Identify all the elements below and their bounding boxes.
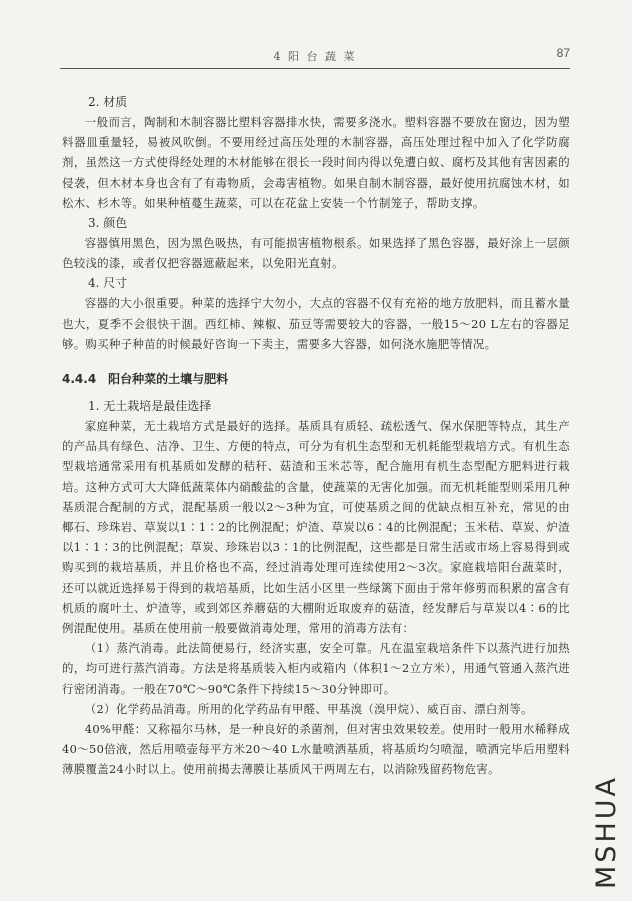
subsection-size (62, 273, 570, 354)
subsection-heading: 4. 尺寸 (88, 276, 128, 291)
page-body (62, 92, 570, 780)
watermark: MSHUA (591, 775, 622, 889)
section-title: 4.4.4 阳台种菜的土壤与肥料 (62, 372, 229, 387)
subsection-heading: 1. 无土栽培是最佳选择 (88, 399, 212, 414)
subsection-soilless (62, 396, 570, 780)
chapter-title: 4 阳 台 蔬 菜 (273, 50, 357, 63)
paragraph: （2）化学药品消毒。所用的化学药品有甲醛、甲基溴（溴甲烷）、威百亩、漂白剂等。 (84, 701, 533, 716)
subsection-heading: 3. 颜色 (88, 216, 128, 231)
paragraph: 一般而言，陶制和木制容器比塑料容器排水快，需要多浇水。塑料容器不要放在窗边，因为塑料器皿重量轻，易被风吹倒。不要用经过高压处理的木制容器，高压处理过程中加入了化学防腐剂，虽然这一方式使得经处理的木材能够在很长一段时间内得以免遭白蚁、腐朽及其他有害因素的侵袭，但木材本身也含有了有毒物质，会毒害植物。如果自制木制容器，最好使用抗腐蚀木材，如松木、杉木等。如果种植蔓生蔬菜，可以在花盆上安装一个竹制笼子，帮助支撑。 (62, 115, 570, 210)
subsection-heading: 2. 材质 (88, 95, 128, 109)
subsection-material (62, 92, 570, 213)
paragraph: 40%甲醛：又称福尔马林，是一种良好的杀菌剂，但对害虫效果较差。使用时一般用水稀释成40～50倍液，然后用喷壶每平方米20～40 L水量喷洒基质，将基质均匀喷湿，喷洒完毕后用塑料薄膜覆盖24小时以上。使用前揭去薄膜让基质风干两周左右，以消除残留药物危害。 (62, 722, 570, 777)
paragraph: 容器慎用黑色，因为黑色吸热，有可能损害植物根系。如果选择了黑色容器，最好涂上一层颜色较浅的漆，或者仅把容器遮蔽起来，以免阳光直射。 (62, 236, 570, 271)
page-number: 87 (556, 46, 570, 60)
paragraph: （1）蒸汽消毒。此法简便易行，经济实惠，安全可靠。凡在温室栽培条件下以蒸汽进行加热的，均可进行蒸汽消毒。方法是将基质装入柜内或箱内（体积1～2立方米），用通气管通入蒸汽进行密闭消毒。一般在70℃～90℃条件下持续15～30分钟即可。 (62, 641, 570, 696)
paragraph: 容器的大小很重要。种菜的选择宁大勿小，大点的容器不仅有充裕的地方放肥料，而且蓄水量也大，夏季不会很快干涸。西红柿、辣椒、茄豆等需要较大的容器，一般15～20 L左右的容器足够。购买种子种苗的时候最好咨询一下卖主，需要多大容器，如何浇水施肥等情况。 (62, 296, 570, 351)
subsection-color (62, 213, 570, 273)
paragraph: 家庭种菜，无土栽培方式是最好的选择。基质具有质轻、疏松透气、保水保肥等特点，其生产的产品具有绿色、洁净、卫生、方便的特点，可分为有机生态型和无机耗能型栽培方式。有机生态型栽培通常采用有机基质如发酵的秸秆、菇渣和玉米芯等，配合施用有机生态型配方肥料进行栽培。这种方式可大大降低蔬菜体内硝酸盐的含量，使蔬菜的无害化加强。而无机耗能型则采用几种基质混合配制的方式，混配基质一般以2～3种为宜，可使基质之间的优缺点相互补充，常见的由椰石、珍珠岩、草炭以1∶1∶2的比例混配；炉渣、草炭以6∶4的比例混配；玉米秸、草炭、炉渣以1∶1∶3的比例混配；草炭、珍珠岩以3∶1的比例混配，这些都是日常生活或市场上容易得到或购买到的栽培基质，并且价格也不高，经过消毒处理可连续使用2～3次。家庭栽培阳台蔬菜时，还可以就近选择易于得到的栽培基质，比如生活小区里一些绿篱下面由于常年修剪而积累的富含有机质的腐叶土、炉渣等，或到郊区养蘑菇的大棚附近取废弃的菇渣，经发酵后与草炭以4∶6的比例混配使用。基质在使用前一般要做消毒处理，常用的消毒方法有： (62, 419, 570, 636)
running-header (60, 40, 570, 69)
